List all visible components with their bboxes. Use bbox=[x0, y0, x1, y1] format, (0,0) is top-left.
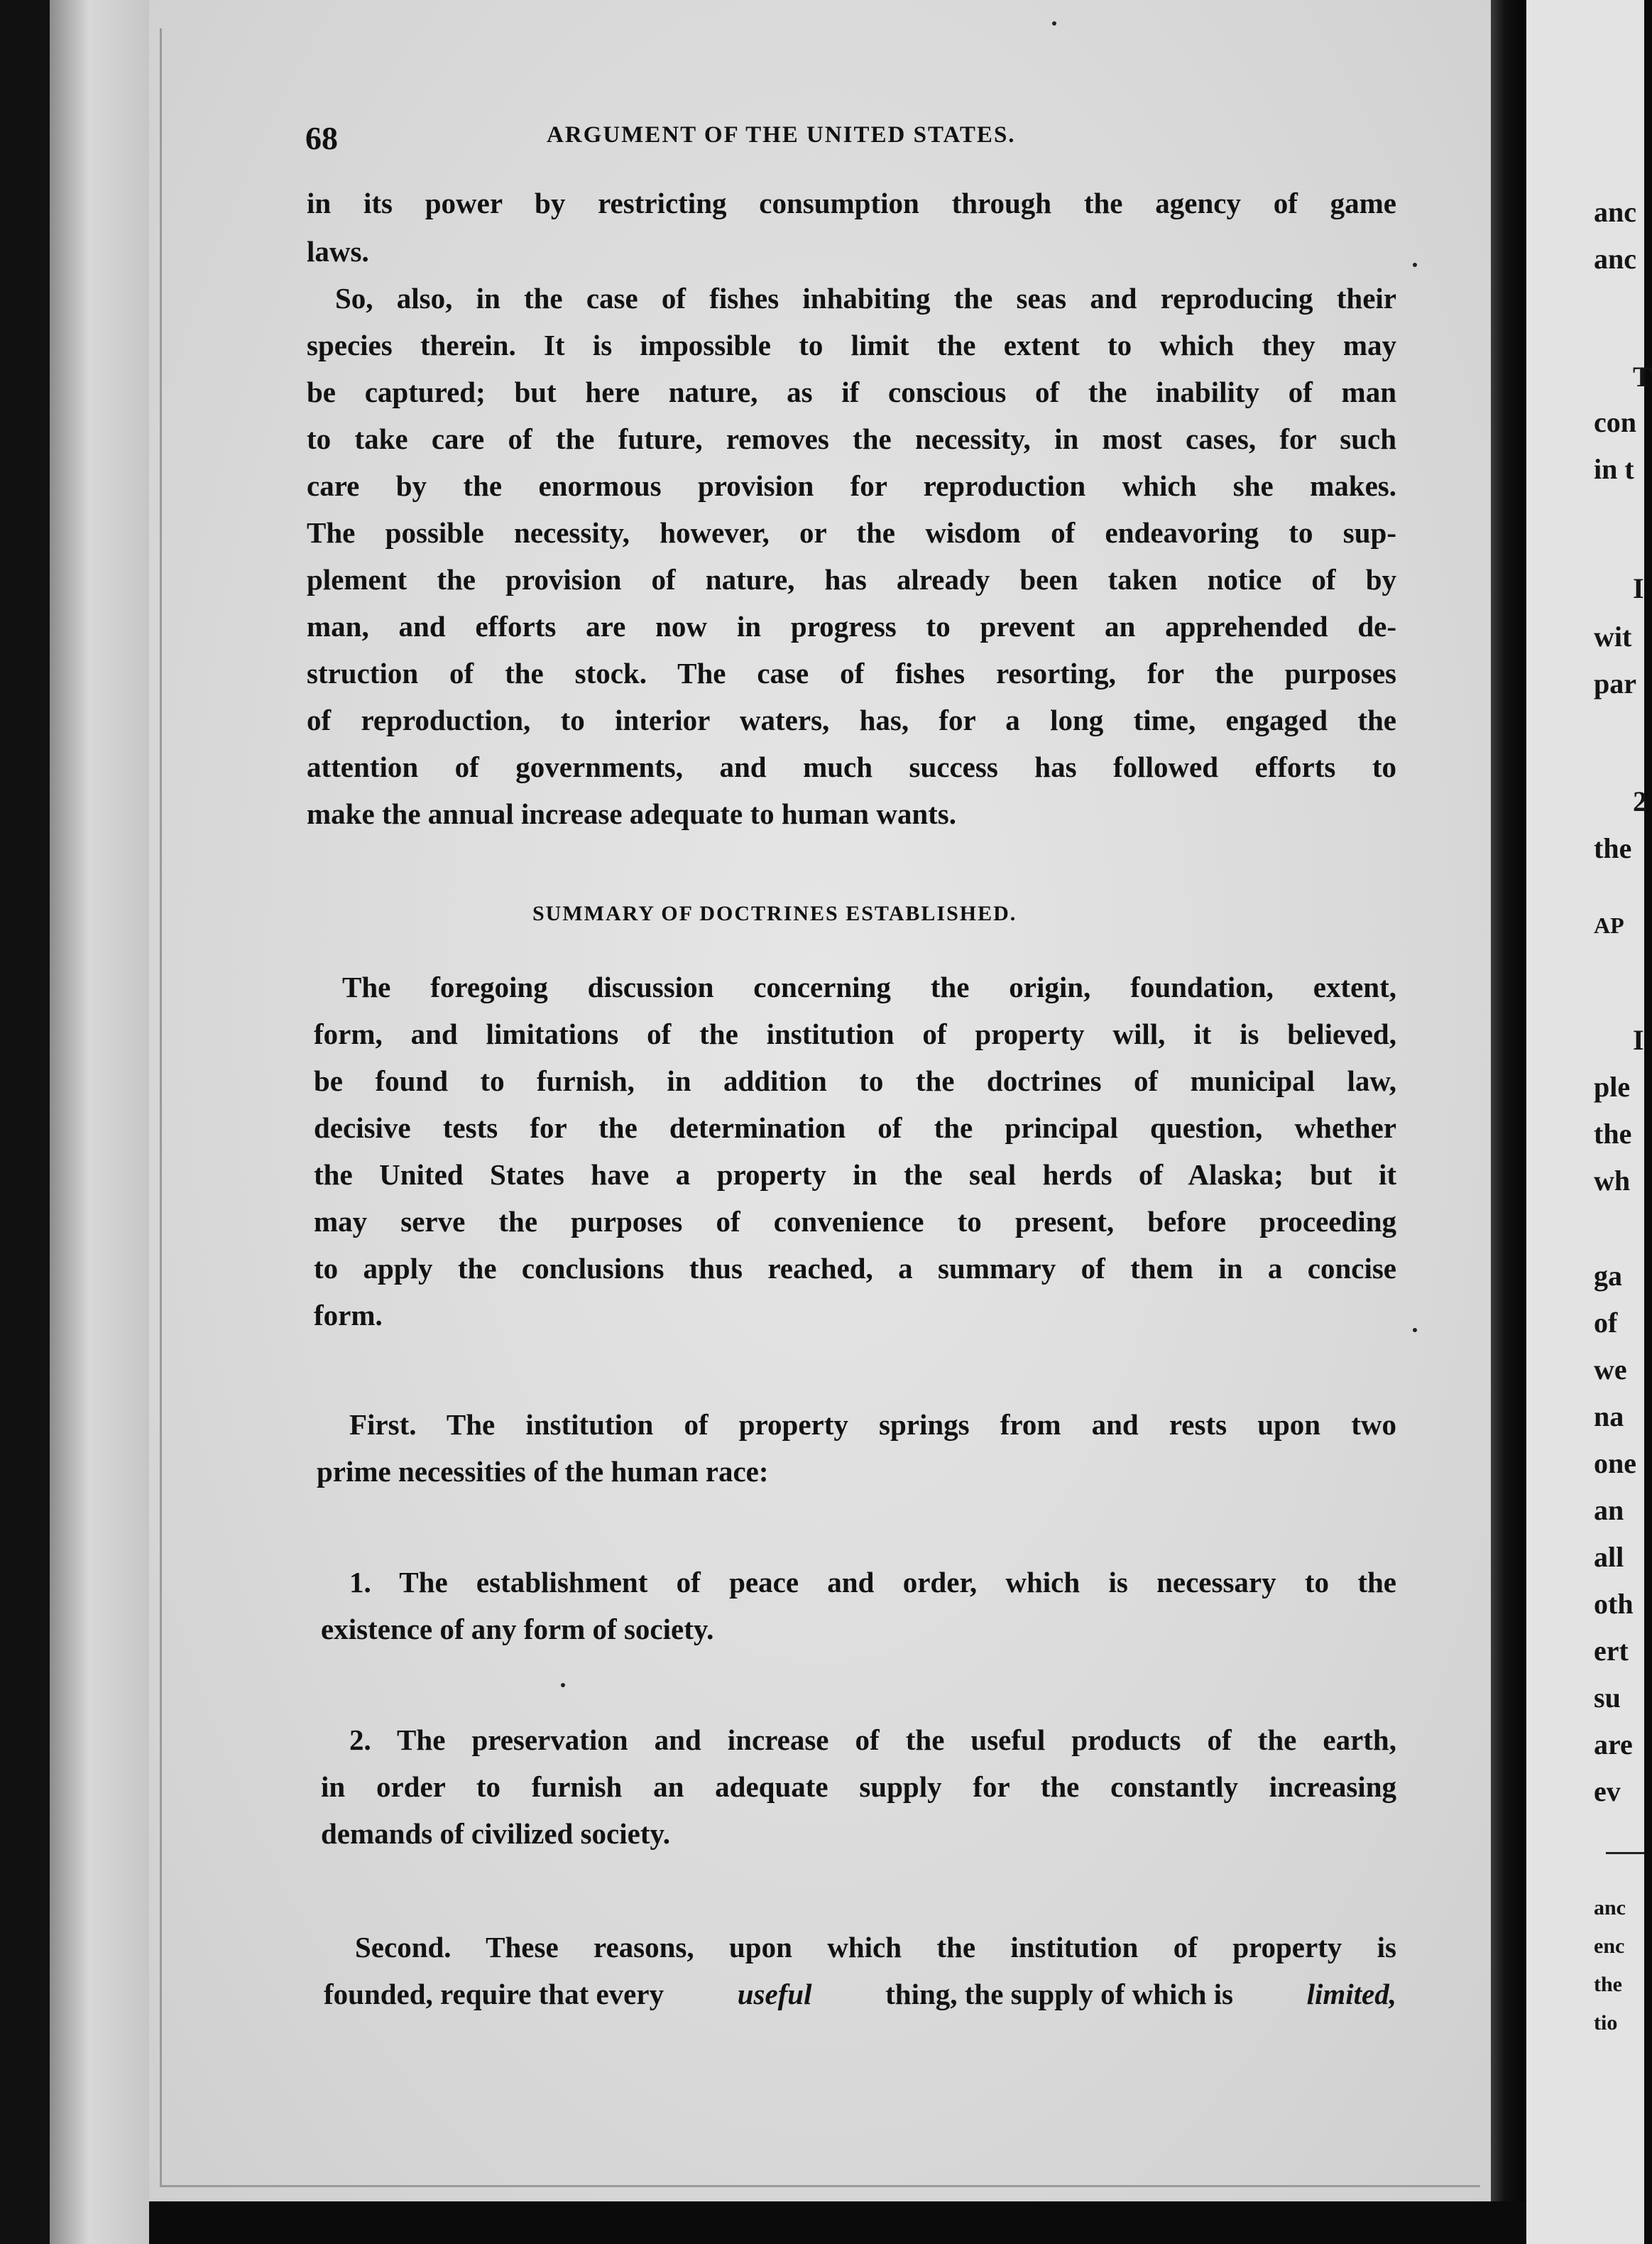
page-number: 68 bbox=[305, 120, 338, 156]
text-line: to take care of the future, removes the necessity, in most cases, for such bbox=[307, 423, 1396, 455]
facing-page-fragment: tio bbox=[1594, 2011, 1618, 2035]
facing-page-fragment: par bbox=[1594, 668, 1636, 699]
facing-page-fragment: oth bbox=[1594, 1588, 1634, 1620]
facing-page-fragment: T bbox=[1633, 361, 1652, 393]
text-line: laws. bbox=[307, 235, 369, 268]
text-line bbox=[324, 1977, 1396, 2011]
text-line: plement the provision of nature, has already been taken notice of by bbox=[307, 563, 1396, 596]
facing-page-fragment: one bbox=[1594, 1447, 1636, 1479]
facing-page-fragment: anc bbox=[1594, 1896, 1626, 1919]
facing-page-fragment: in t bbox=[1594, 453, 1634, 485]
text-line: attention of governments, and much success has followed efforts to bbox=[307, 751, 1396, 783]
facing-page-fragment: the bbox=[1594, 832, 1632, 864]
text-line: be found to furnish, in addition to the doctrines of municipal law, bbox=[314, 1064, 1396, 1097]
facing-page-fragment: the bbox=[1594, 1118, 1632, 1150]
facing-page-fragment: ert bbox=[1594, 1635, 1629, 1667]
text-line: care by the enormous provision for reproduction which she makes. bbox=[307, 469, 1396, 502]
text-line: make the annual increase adequate to human wants. bbox=[307, 797, 956, 830]
facing-page-fragment: wh bbox=[1594, 1165, 1631, 1197]
facing-page-fragment: the bbox=[1594, 1973, 1622, 1996]
text-line: So, also, in the case of fishes inhabiting the seas and reproducing their bbox=[335, 282, 1396, 315]
text-line: demands of civilized society. bbox=[321, 1817, 670, 1850]
text-line: the United States have a property in the seal herds of Alaska; but it bbox=[314, 1158, 1396, 1191]
text-line: form, and limitations of the institution of property will, it is believed, bbox=[314, 1018, 1396, 1050]
text-fragment: thing, the supply of which is bbox=[885, 1978, 1233, 2010]
text-line: prime necessities of the human race: bbox=[317, 1455, 769, 1488]
scan-speck bbox=[561, 1683, 565, 1687]
facing-page-fragment: su bbox=[1594, 1682, 1621, 1714]
text-line: be captured; but here nature, as if conscious of the inability of man bbox=[307, 376, 1396, 408]
scan-speck bbox=[1052, 21, 1056, 26]
text-line: species therein. It is impossible to limit the extent to which they may bbox=[307, 329, 1396, 361]
text-line: existence of any form of society. bbox=[321, 1613, 714, 1645]
text-line: 2. The preservation and increase of the useful products of the earth, bbox=[349, 1723, 1396, 1756]
text-line: form. bbox=[314, 1299, 383, 1331]
facing-page-fragment: are bbox=[1594, 1728, 1633, 1760]
facing-page-fragment: all bbox=[1594, 1541, 1624, 1573]
italic-word: useful bbox=[737, 1978, 812, 2010]
facing-page-fragment: I bbox=[1633, 572, 1644, 604]
facing-page-fragment: enc bbox=[1594, 1934, 1625, 1958]
facing-page-fragment: ev bbox=[1594, 1775, 1621, 1807]
text-line: to apply the conclusions thus reached, a summary of them in a concise bbox=[314, 1252, 1396, 1285]
facing-page-fragment: ga bbox=[1594, 1260, 1622, 1292]
scan-left-margin bbox=[0, 0, 50, 2244]
text-line: struction of the stock. The case of fishes resorting, for the purposes bbox=[307, 657, 1396, 690]
text-line: The possible necessity, however, or the wisdom of endeavoring to sup- bbox=[307, 516, 1396, 549]
scan-speck bbox=[1413, 263, 1417, 267]
facing-page-fragment: anc bbox=[1594, 243, 1636, 275]
facing-page-fragment: wit bbox=[1594, 621, 1632, 653]
scan-bottom-margin bbox=[149, 2201, 1526, 2244]
facing-page-fragment: I bbox=[1633, 1024, 1644, 1056]
facing-page-fragment: con bbox=[1594, 406, 1636, 438]
text-line: of reproduction, to interior waters, has, for a long time, engaged the bbox=[307, 704, 1396, 736]
section-heading: SUMMARY OF DOCTRINES ESTABLISHED. bbox=[532, 902, 1017, 925]
text-line: man, and efforts are now in progress to prevent an apprehended de- bbox=[307, 610, 1396, 643]
text-line: First. The institution of property springs from and rests upon two bbox=[349, 1408, 1396, 1441]
page-edge-strip bbox=[50, 0, 149, 2244]
text-line: may serve the purposes of convenience to present, before proceeding bbox=[314, 1205, 1396, 1238]
text-line: in order to furnish an adequate supply for the constantly increasing bbox=[321, 1770, 1396, 1803]
facing-page-fragment: na bbox=[1594, 1400, 1624, 1432]
facing-page-fragment: anc bbox=[1594, 196, 1636, 228]
facing-page-fragment: of bbox=[1594, 1307, 1618, 1339]
text-line: in its power by restricting consumption through the agency of game bbox=[307, 187, 1396, 219]
italic-word: limited, bbox=[1306, 1978, 1396, 2010]
facing-page-fragment: we bbox=[1594, 1354, 1627, 1385]
book-gutter bbox=[1491, 0, 1526, 2244]
text-fragment: founded, require that every bbox=[324, 1978, 664, 2010]
text-line: Second. These reasons, upon which the institution of property is bbox=[355, 1931, 1396, 1964]
facing-page-fragment: 2 bbox=[1633, 785, 1647, 817]
facing-page-fragment: AP bbox=[1594, 913, 1624, 938]
text-line: 1. The establishment of peace and order, which is necessary to the bbox=[349, 1566, 1396, 1598]
running-head: ARGUMENT OF THE UNITED STATES. bbox=[547, 122, 1016, 148]
text-line: decisive tests for the determination of the principal question, whether bbox=[314, 1111, 1396, 1144]
scan-speck bbox=[1413, 1328, 1417, 1332]
text-line: The foregoing discussion concerning the origin, foundation, extent, bbox=[342, 971, 1396, 1003]
facing-page-fragment: an bbox=[1594, 1494, 1624, 1526]
facing-page-fragment: ple bbox=[1594, 1071, 1631, 1103]
facing-page-rule bbox=[1606, 1852, 1644, 1854]
